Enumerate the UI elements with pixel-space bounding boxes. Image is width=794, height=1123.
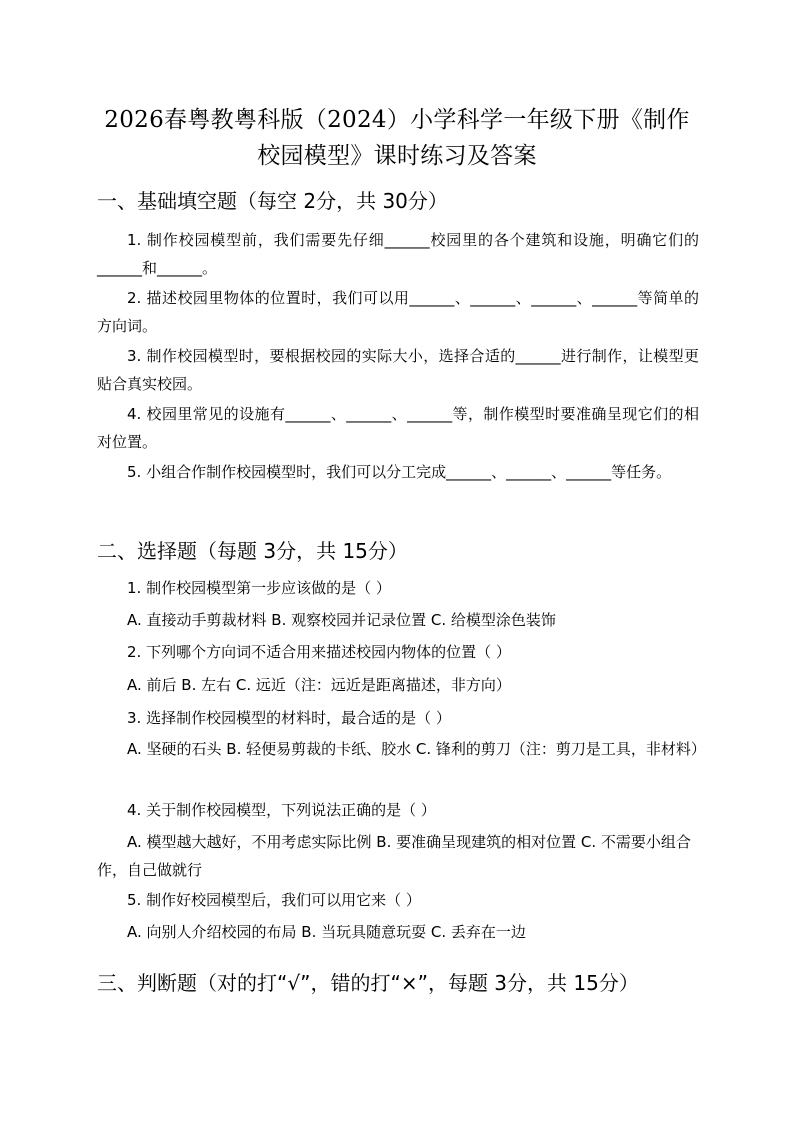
section-heading-multiple-choice: 二、选择题（每题 3分，共 15分）	[97, 539, 408, 563]
choice-options-3: A. 坚硬的石头 B. 轻便易剪裁的卡纸、胶水 C. 锋利的剪刀（注：剪刀是工具，非材料）	[127, 740, 706, 758]
section-heading-fill-in: 一、基础填空题（每空 2分，共 30分）	[97, 189, 448, 213]
choice-options-2: A. 前后 B. 左右 C. 远近（注：远近是距离描述，非方向）	[127, 676, 511, 694]
fill-in-question-1: 1. 制作校园模型前，我们需要先仔细______校园里的各个建筑和设施，明确它们的______和______。	[97, 231, 699, 277]
choice-options-4: A. 模型越大越好，不用考虑实际比例 B. 要准确呈现建筑的相对位置 C. 不需要小组合作，自己做就行	[97, 833, 691, 879]
choice-question-5: 5. 制作好校园模型后，我们可以用它来（ ）	[127, 891, 421, 909]
fill-in-question-4: 4. 校园里常见的设施有______、______、______等，制作模型时要准确呈现它们的相对位置。	[97, 405, 699, 451]
section-heading-true-false: 三、判断题（对的打“√”，错的打“×”，每题 3分，共 15分）	[97, 971, 639, 995]
choice-question-3: 3. 选择制作校园模型的材料时，最合适的是（ ）	[127, 709, 451, 727]
fill-in-question-2: 2. 描述校园里物体的位置时，我们可以用______、______、______、______等简单的方向词。	[97, 289, 699, 335]
fill-in-question-3: 3. 制作校园模型时，要根据校园的实际大小，选择合适的______进行制作，让模型更贴合真实校园。	[97, 347, 699, 393]
choice-question-1: 1. 制作校园模型第一步应该做的是（ ）	[127, 579, 391, 597]
document-title-line-2: 校园模型》课时练习及答案	[257, 143, 537, 169]
choice-question-2: 2. 下列哪个方向词不适合用来描述校园内物体的位置（ ）	[127, 643, 511, 661]
document-title-line-1: 2026春粤教粤科版（2024）小学科学一年级下册《制作	[104, 107, 690, 133]
fill-in-question-5: 5. 小组合作制作校园模型时，我们可以分工完成______、______、______等任务。	[127, 463, 672, 481]
choice-question-4: 4. 关于制作校园模型，下列说法正确的是（ ）	[127, 801, 436, 819]
choice-options-1: A. 直接动手剪裁材料 B. 观察校园并记录位置 C. 给模型涂色装饰	[127, 611, 556, 629]
choice-options-5: A. 向别人介绍校园的布局 B. 当玩具随意玩耍 C. 丢弃在一边	[127, 923, 526, 941]
